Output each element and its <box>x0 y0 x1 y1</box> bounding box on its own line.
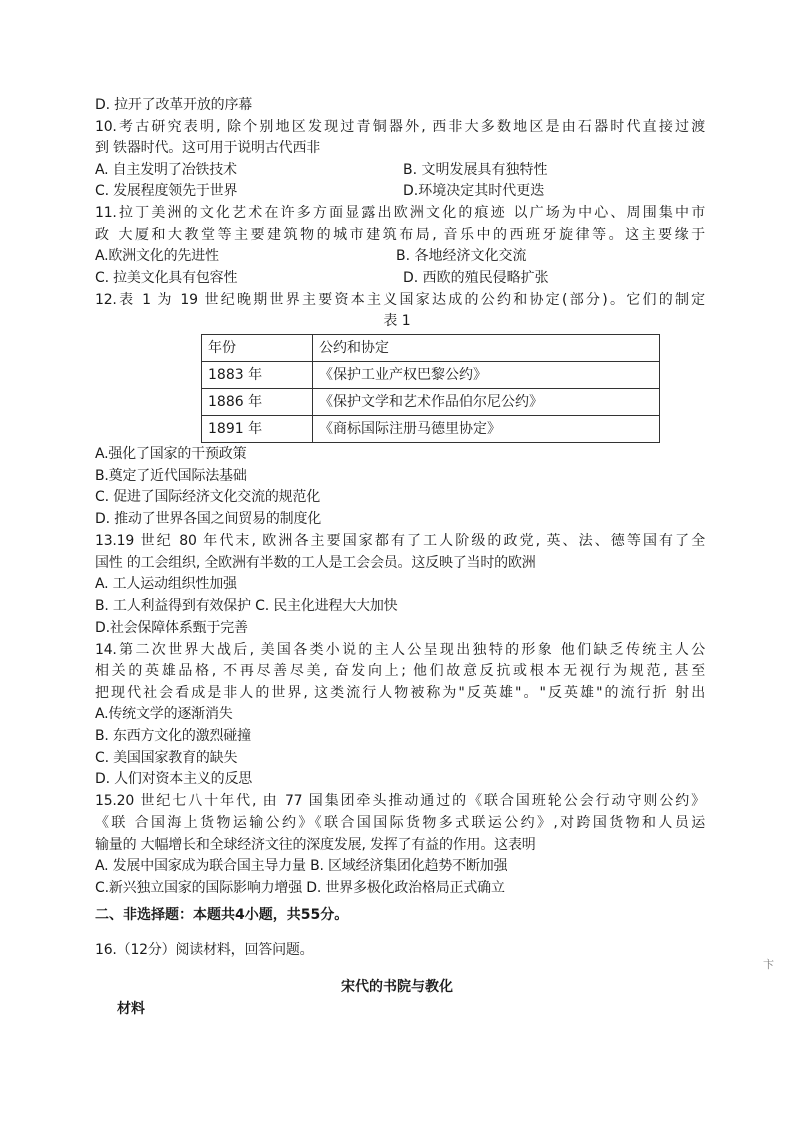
q13-option-a: A. 工人运动组织性加强 <box>95 576 237 592</box>
table-cell-treaty: 《保护文学和艺术作品伯尔尼公约》 <box>313 389 660 416</box>
q14-stem-line3: 把现代社会看成是非人的世界, 这类流行人物被称为"反英雄"。"反英雄"的流行折 射出 <box>95 685 705 701</box>
q11-option-b: B. 各地经济文化交流 <box>396 248 527 264</box>
table-cell-treaty: 《保护工业产权巴黎公约》 <box>313 362 660 389</box>
table-row <box>202 416 660 443</box>
q15-stem-line3: 输量的 大幅增长和全球经济文往的深度发展, 发挥了有益的作用。这表明 <box>95 837 536 853</box>
q16-title: 宋代的书院与教化 <box>341 979 453 995</box>
q10-option-d: D.环境决定其时代更迭 <box>403 183 545 199</box>
q15-option-cd: C.新兴独立国家的国际影响力增强 D. 世界多极化政治格局正式确立 <box>95 880 505 896</box>
q10-stem-line1: 10.考古研究表明, 除个别地区发现过青铜器外, 西非大多数地区是由石器时代直接过渡 <box>95 119 705 135</box>
q13-option-d: D.社会保障体系甄于完善 <box>95 620 248 636</box>
table-caption: 表 1 <box>383 313 411 329</box>
q11-option-c: C. 拉美文化具有包容性 <box>95 270 238 286</box>
treaty-table <box>201 334 660 443</box>
q14-option-d: D. 人们对资本主义的反思 <box>95 771 253 787</box>
q10-stem-line2: 到 铁器时代。这可用于说明古代西非 <box>95 140 321 156</box>
table-header-year: 年份 <box>202 335 313 362</box>
q11-stem-line1: 11.拉丁美洲的文化艺术在许多方面显露出欧洲文化的痕迹 以广场为中心、周围集中市 <box>95 205 705 221</box>
q15-stem-line2: 《联 合国海上货物运输公约》《联合国国际货物多式联运公约》,对跨国货物和人员运 <box>95 815 705 831</box>
q11-option-a: A.欧洲文化的先进性 <box>95 248 219 264</box>
margin-mark: 卞 <box>763 958 774 971</box>
q12-option-a: A.强化了国家的干预政策 <box>95 446 247 462</box>
q14-option-b: B. 东西方文化的激烈碰撞 <box>95 728 251 744</box>
q13-stem-line2: 国性 的工会组织, 全欧洲有半数的工人是工会会员。这反映了当时的欧洲 <box>95 555 536 571</box>
table-header-treaty: 公约和协定 <box>313 335 660 362</box>
table-cell-treaty: 《商标国际注册马德里协定》 <box>313 416 660 443</box>
table-header-row <box>202 335 660 362</box>
q13-option-bc: B. 工人利益得到有效保护 C. 民主化进程大大加快 <box>95 598 398 614</box>
q14-stem-line2: 相关的英雄品格, 不再尽善尽美, 奋发向上; 他们故意反抗或根本无视行为规范, 甚至 <box>95 663 705 679</box>
q11-stem-line2: 政 大厦和大教堂等主要建筑物的城市建筑布局, 音乐中的西班牙旋律等。这主要缘于 <box>95 227 705 243</box>
table-cell-year: 1886 年 <box>202 389 313 416</box>
q12-option-c: C. 促进了国际经济文化交流的规范化 <box>95 489 321 505</box>
q10-option-c: C. 发展程度领先于世界 <box>95 183 238 199</box>
material-label: 材料 <box>117 1001 145 1017</box>
q12-option-b: B.奠定了近代国际法基础 <box>95 468 247 484</box>
q14-option-c: C. 美国国家教育的缺失 <box>95 750 238 766</box>
q11-option-d: D. 西欧的殖民侵略扩张 <box>403 270 549 286</box>
q13-stem-line1: 13.19 世纪 80 年代末, 欧洲各主要国家都有了工人阶级的政党, 英、法、德等国有了全 <box>95 533 705 549</box>
q16-stem: 16.（12分）阅读材料，回答问题。 <box>95 942 314 958</box>
q9-option-d: D. 拉开了改革开放的序幕 <box>95 97 253 113</box>
table-row <box>202 362 660 389</box>
q12-option-d: D. 推动了世界各国之间贸易的制度化 <box>95 511 322 527</box>
q10-option-b: B. 文明发展具有独特性 <box>403 162 548 178</box>
q10-option-a: A. 自主发明了冶铁技术 <box>95 162 237 178</box>
section-heading: 二、非选择题：本题共4小题，共55分。 <box>95 907 349 923</box>
q12-stem: 12.表 1 为 19 世纪晚期世界主要资本主义国家达成的公约和协定(部分)。它们的制定 <box>95 292 705 308</box>
q15-stem-line1: 15.20 世纪七八十年代, 由 77 国集团牵头推动通过的《联合国班轮公会行动守则公约》 <box>95 793 705 809</box>
q15-option-ab: A. 发展中国家成为联合国主导力量 B. 区域经济集团化趋势不断加强 <box>95 858 508 874</box>
table-row <box>202 389 660 416</box>
table-cell-year: 1891 年 <box>202 416 313 443</box>
q14-option-a: A.传统文学的逐渐消失 <box>95 706 233 722</box>
table-cell-year: 1883 年 <box>202 362 313 389</box>
q14-stem-line1: 14.第二次世界大战后, 美国各类小说的主人公呈现出独特的形象 他们缺乏传统主人公 <box>95 642 705 658</box>
